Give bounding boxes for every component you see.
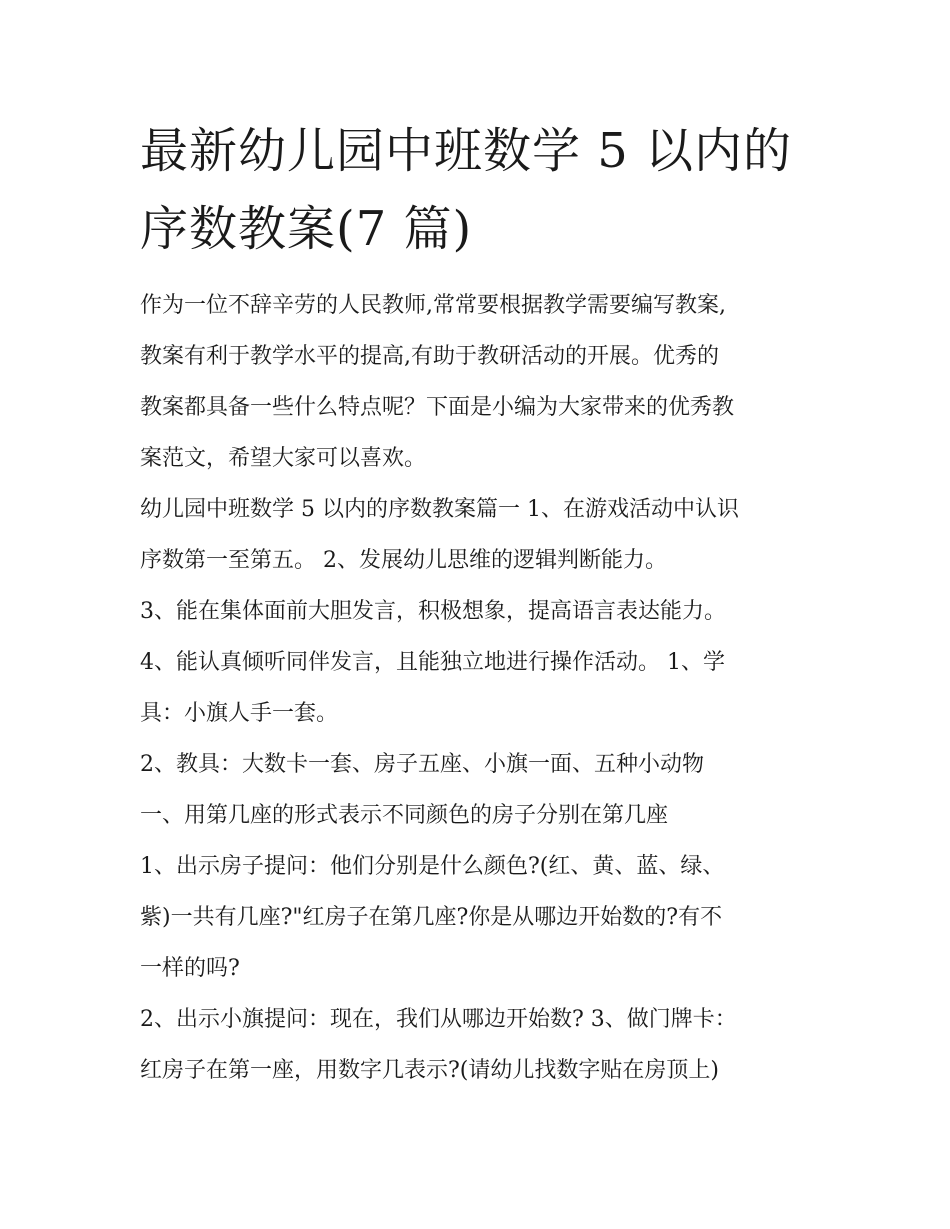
body-line: 2、出示小旗提问：现在，我们从哪边开始数? 3、做门牌卡： xyxy=(140,1007,737,1032)
body-line: 教案都具备一些什么特点呢？下面是小编为大家带来的优秀教 xyxy=(140,395,735,420)
body-line: 3、能在集体面前大胆发言，积极想象，提高语言表达能力。 xyxy=(140,599,726,624)
body-line: 案范文，希望大家可以喜欢。 xyxy=(140,446,427,471)
body-line: 红房子在第一座，用数字几表示?(请幼儿找数字贴在房顶上) xyxy=(140,1058,719,1083)
body-line: 1、出示房子提问：他们分别是什么颜色?(红、黄、蓝、绿、 xyxy=(140,854,725,879)
body-line: 2、教具：大数卡一套、房子五座、小旗一面、五种小动物 xyxy=(140,752,704,777)
document-title xyxy=(140,112,820,268)
body-line: 紫)一共有几座?"红房子在第几座?你是从哪边开始数的?有不 xyxy=(140,905,723,930)
body-line: 序数第一至第五。 2、发展幼儿思维的逻辑判断能力。 xyxy=(140,548,667,573)
title-line-2: 序数教案(7 篇) xyxy=(140,201,473,257)
body-line: 幼儿园中班数学 5 以内的序数教案篇一 1、在游戏活动中认识 xyxy=(140,497,739,522)
body-line: 教案有利于教学水平的提高,有助于教研活动的开展。优秀的 xyxy=(140,344,719,369)
title-line-1: 最新幼儿园中班数学 5 以内的 xyxy=(140,123,793,179)
body-line: 具：小旗人手一套。 xyxy=(140,701,339,726)
body-line: 作为一位不辞辛劳的人民教师,常常要根据教学需要编写教案, xyxy=(140,293,726,318)
document-body xyxy=(140,280,830,1096)
body-line: 4、能认真倾听同伴发言，且能独立地进行操作活动。 1、学 xyxy=(140,650,725,675)
body-line: 一样的吗? xyxy=(140,956,240,981)
body-line: 一、用第几座的形式表示不同颜色的房子分别在第几座 xyxy=(140,803,669,828)
